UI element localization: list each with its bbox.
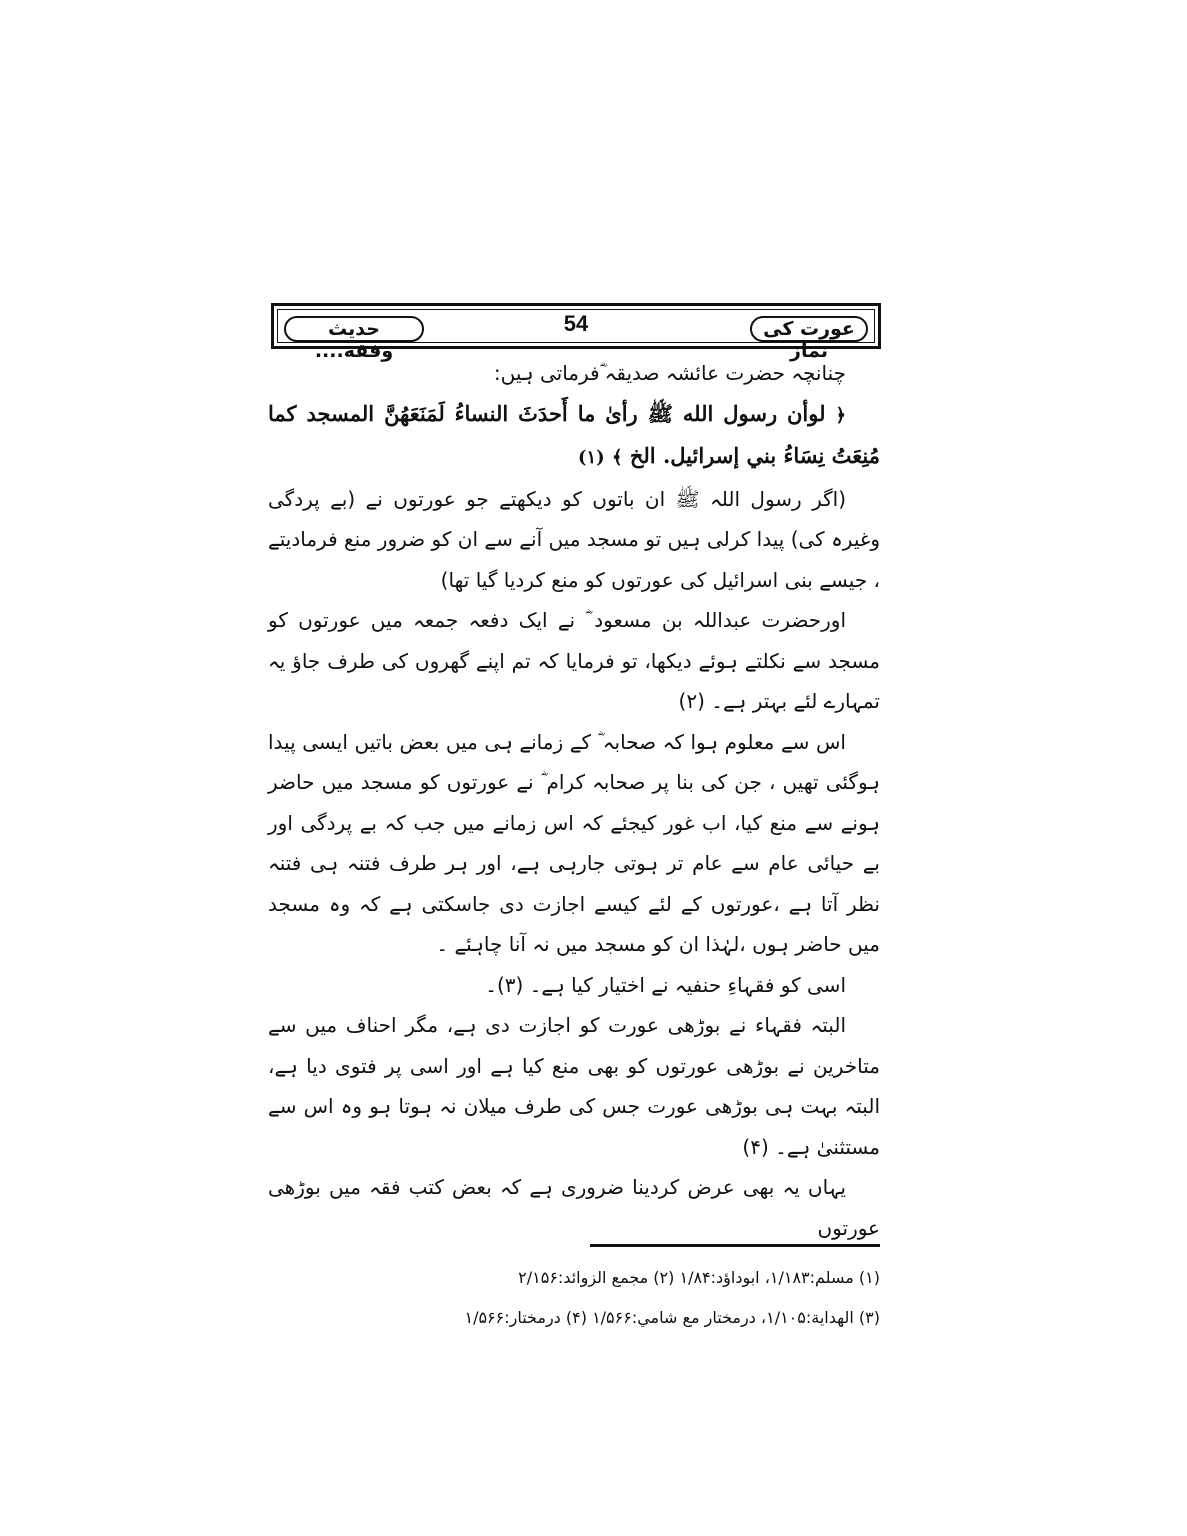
book-title: عورت کی نماز <box>763 318 855 362</box>
footnotes <box>268 1258 880 1338</box>
page-body <box>268 353 880 1248</box>
hadith-reference: (۱) <box>577 447 605 468</box>
footnote-line-1: (۱) مسلم:۱/۱۸۳، ابوداؤد:۱/۸۴ (۲) مجمع الزوائد:۲/۱۵۶ <box>518 1268 880 1287</box>
footnote-line-2: (۳) الهداية:۱/۱۰۵، درمختار مع شامي:۱/۵۶۶ (۴) درمختار:۱/۵۶۶ <box>464 1308 880 1327</box>
hadith-open-bracket: ﴿ <box>835 404 846 426</box>
hadith-text: لوأن رسول الله ﷺ رأیٰ ما أَحدَثَ النساءُ لَمَنَعَهُنَّ المسجد كما مُنِعَتُ نِسَاءُ بني إسرائيل. الخ <box>268 400 880 468</box>
hadith-translation: (اگر رسول اللہ ﷺ ان باتوں کو دیکھتے جو عورتوں نے (بے پردگی وغیرہ کی) پیدا کرلی ہیں تو مسجد میں آنے سے ان کو ضرور منع فرمادیتے ، جیسے بنی اسرائیل کی عورتوں کو منع کردیا گیا تھا) <box>268 486 880 592</box>
paragraph-last: یہاں یہ بھی عرض کردینا ضروری ہے کہ بعض کتب فقہ میں بوڑھی عورتوں <box>268 1175 880 1240</box>
intro-line: چنانچہ حضرت عائشہ صدیقہ ؓفرماتی ہیں: <box>493 361 846 385</box>
paragraph-ibn-masud: اورحضرت عبداللہ بن مسعود ؓ نے ایک دفعہ جمعہ میں عورتوں کو مسجد سے نکلتے ہوئے دیکھا، تو فرمایا کہ تم اپنے گھروں کی طرف جاؤ یہ تمہارے لئے بہتر ہے۔ (۲) <box>268 608 880 713</box>
paragraph-hanafi: اسی کو فقہاءِ حنفیہ نے اختیار کیا ہے۔ (۳)۔ <box>485 972 846 997</box>
header-inner-border <box>277 309 875 362</box>
paragraph-elderly-women: البتہ فقہاء نے بوڑھی عورت کو اجازت دی ہے، مگر احناف میں سے متاخرین نے بوڑھی عورتوں کو بھی منع کیا ہے اور اسی پر فتوی دیا ہے، البتہ بہت ہی بوڑھی عورت جس کی طرف میلان نہ ہوتا ہو وہ اس سے مستثنیٰ ہے۔ (۴) <box>268 1013 880 1159</box>
page-header <box>271 303 881 362</box>
page-number: 54 <box>563 311 589 336</box>
section-title: حدیث وفقه.... <box>314 318 394 362</box>
section-title-badge <box>284 316 424 362</box>
paragraph-sahaba: اس سے معلوم ہوا کہ صحابہ ؓ کے زمانے ہی میں بعض باتیں ایسی پیدا ہوگئی تھیں ، جن کی بنا پر صحابہ کرام ؓ نے عورتوں کو مسجد میں حاضر ہونے سے منع کیا، اب غور کیجئے کہ اس زمانے میں جب کہ بے پردگی اور بے حیائی عام سے عام تر ہوتی جارہی ہے، اور ہر طرف فتنہ ہی فتنہ نظر آتا ہے ،عورتوں کے لئے کیسے اجازت دی جاسکتی ہے کہ وہ مسجد میں حاضر ہوں ،لہٰذا ان کو مسجد میں نہ آنا چاہئے ۔ <box>268 729 880 956</box>
hadith-close-bracket: ﴾ <box>611 447 623 468</box>
footnote-divider <box>590 1244 880 1247</box>
hadith-quote <box>268 394 880 479</box>
